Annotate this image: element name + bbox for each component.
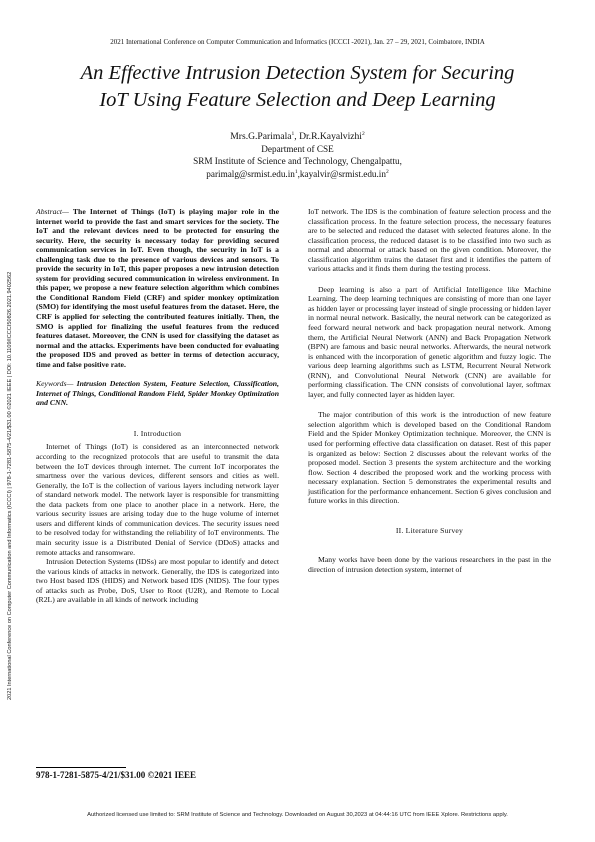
intro-paragraph-1: Internet of Things (IoT) is considered as an interconnected network according to the recognized protocols that are useful to transmit the data between the IoT devices through internet. The current IoT incorporates the smartness over the various devices, different sensors and cities as well. Generally, the IoT is the collection of various layers including network layer of standard network model. The network layer is responsible for transmitting the data packets from one place to another place in a network. Here, the various security issues are arising today due to the huge volume of internet users and different kinds of communication devices. The security issues need to be resolved today for withstanding the reliability of IoT environments. The main security issue is a Distributed Denial of Service (DDoS) attacks and remote attacks and ransomware.	[36, 442, 279, 557]
footer-rule	[36, 767, 126, 768]
section-heading-literature-survey: II. Literature Survey	[395, 525, 464, 535]
author-1: Mrs.G.Parimala	[230, 131, 292, 142]
title-line-2: IoT Using Feature Selection and Deep Learning	[99, 89, 496, 111]
section-heading-introduction: I. Introduction	[133, 428, 182, 438]
email-1-affil: 1	[294, 168, 298, 175]
author-names	[0, 131, 595, 143]
abstract-label: Abstract—	[36, 207, 69, 216]
footer-isbn: 978-1-7281-5875-4/21/$31.00 ©2021 IEEE	[36, 770, 196, 780]
conference-header: 2021 International Conference on Computer Communication and Informatics (ICCCI -2021), Jan. 27 – 29, 2021, Coimbatore, INDIA	[110, 38, 485, 46]
license-note: Authorized licensed use limited to: SRM Institute of Science and Technology. Downloaded on August 30,2023 at 04:44:16 UTC from IEEE Xplore. Restrictions apply.	[87, 812, 508, 818]
keywords-label: Keywords—	[36, 379, 74, 389]
email-2[interactable]: kayalvir@srmist.edu.in	[299, 168, 386, 179]
body-paragraph-2: Deep learning is also a part of Artificial Intelligence like Machine Learning. The deep learning techniques are consisting of more than one layer as hidden layer or processing layer instead of single processing or hidden layer in normal neural network. Basically, the neural network can be categorized as feed forward neural network and back propagation neural network. Among them, the Artificial Neural Network (ANN) and Back Propagation Network (BPN) are famous and basic neural networks. Afterwards, the neural network is enhanced with the incorporation of genetic algorithm and fuzzy logic. The various deep learning algorithms such as LSTM, Recurrent Neural Network (RNN), and Convolutional Neural Network (CNN) are available for performing classification. The CNN consists of convolutional layer, softmax layer, and fully connected layer as hidden layer.	[308, 284, 551, 399]
author-2: Dr.R.Kayalvizhi	[299, 131, 362, 142]
email-separator: ,	[297, 168, 300, 179]
email-2-affil: 2	[385, 168, 389, 175]
left-column	[36, 207, 279, 605]
abstract	[36, 207, 279, 369]
paper-title	[30, 60, 565, 114]
author-separator: ,	[294, 131, 300, 142]
author-2-affil: 2	[361, 130, 365, 137]
keywords	[36, 379, 279, 408]
right-column	[308, 207, 551, 575]
abstract-text: The Internet of Things (IoT) is playing major role in the internet world to provide the fast and smart services for the society. The IoT and the relevant devices need to be protected for ensuring the security. Here, the security is necessary today for providing secured communication services in IoT. Even though, the security in IoT is a challenging task due to the presence of various devices and sensors. To provide the security in IoT, this paper proposes a new intrusion detection system for providing secured communication in wireless environment. In this paper, we propose a new feature selection algorithm which combines the Conditional Random Field (CRF) and spider monkey optimization (SMO) for identifying the most useful features from the dataset. Here, the CRF is applied for selecting the contributed features initially. Then, the SMO is applied for finalizing the useful features from the reduced features dataset. Moreover, the CNN is used for classifying the dataset as normal and the attacks. Experiments have been conducted for evaluating the proposed IDS and proved as better in terms of detection accuracy, time and false positive rate.	[36, 207, 279, 369]
title-line-1: An Effective Intrusion Detection System for Securing	[80, 62, 515, 84]
body-paragraph-4: Many works have been done by the various researchers in the past in the direction of intrusion detection system, internet of	[308, 555, 551, 574]
intro-paragraph-2: Intrusion Detection Systems (IDSs) are most popular to identify and detect the various kinds of attacks in network. Generally, the IDS is categorized into two Host based IDS (HIDS) and Network based IDS (NIDS). The four types of attacks such as Probe, DoS, User to Root (U2R), and Remote to Local (R2L) are available in all kinds of network including	[36, 557, 279, 605]
email-1[interactable]: parimalg@srmist.edu.in	[206, 168, 295, 179]
institute: SRM Institute of Science and Technology, Chengalpattu,	[193, 156, 402, 167]
body-paragraph-3: The major contribution of this work is the introduction of new feature selection algorithm which is developed based on the Conditional Random Field and the Spider Monkey Optimization technique. Moreover, the CNN is used for performing effective data classification on dataset. Rest of this paper is organized as below: Section 2 discusses about the relevant works of the proposed model. Section 3 presents the system architecture and the working flow. Section 4 described the proposed work and the working process with necessary explanation. Section 5 demonstrates the experimental results and justification for the performance enhancement. Section 6 gives conclusion and future works in this direction.	[308, 410, 551, 506]
department: Department of CSE	[261, 144, 334, 155]
body-paragraph-1: IoT network. The IDS is the combination of feature selection process and the classification process. In the feature selection process, the necessary features are to be selected and reduced the dataset with selected features alone. In the classification process, the reduced dataset is to be classified into two such as normal and abnormal or attack based on the given condition. Moreover, the classification algorithm trains the dataset first and it identifies the pattern of various attacks and it finds them during the testing process.	[308, 207, 551, 274]
emails	[0, 168, 595, 180]
author-block	[0, 131, 595, 180]
keywords-text: Intrusion Detection System, Feature Selection, Classification, Internet of Things, Conditional Random Field, Spider Monkey Optimization and CNN.	[36, 379, 279, 408]
side-doi-note: 2021 International Conference on Computer Communication and Informatics (ICCCI) | 978-1-7281-5875-4/21/$31.00 ©2021 IEEE | DOI: 10.1109/ICCCI50826.2021.9402562	[7, 271, 13, 700]
author-1-affil: 1	[291, 130, 295, 137]
